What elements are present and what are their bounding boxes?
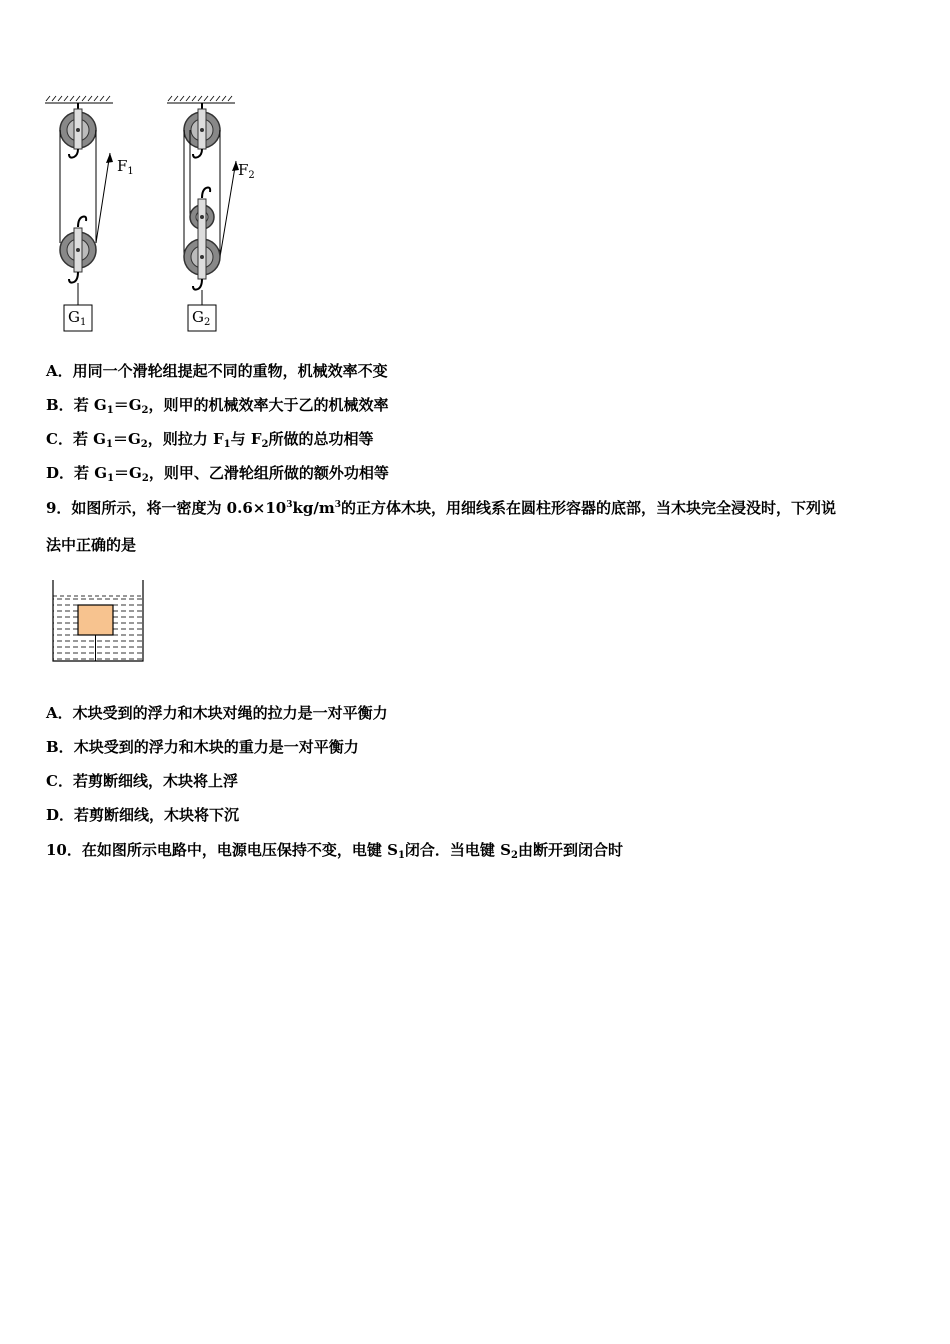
q8-option-c: C．若 $G_1=G_2$，则拉力 $F_1$与 $F_2$所做的总功相等 (46, 430, 374, 450)
label-g2: $G_2$ (192, 308, 211, 328)
q8-option-b: B．若 $G_1=G_2$，则甲的机械效率大于乙的机械效率 (46, 396, 389, 416)
pulley-system-left (60, 103, 113, 331)
container-figure (48, 578, 148, 664)
q8-option-a: A．用同一个滑轮组提起不同的重物，机械效率不变 (46, 362, 388, 380)
q9-option-d: D．若剪断细线，木块将下沉 (46, 806, 240, 824)
label-f2: $F_2$ (238, 161, 255, 181)
q10-question: 10．在如图所示电路中，电源电压保持不变，电键 $S_1$闭合．当电键 $S_2$由断开到闭合时 (46, 841, 623, 861)
pulley-figure (40, 95, 270, 340)
q9-question-line1: 9．如图所示，将一密度为 $0.6\times 10^3kg/m^3$的正方体木块，用细线系在圆柱形容器的底部，当木块完全浸没时，下列说 (46, 499, 836, 517)
pulley-system-right (184, 103, 239, 331)
container-diagram-svg (48, 578, 148, 664)
q9-option-b: B．木块受到的浮力和木块的重力是一对平衡力 (46, 738, 359, 756)
pulley-diagram-svg (40, 95, 270, 340)
q9-question-line2: 法中正确的是 (46, 536, 137, 554)
label-f1: $F_1$ (117, 157, 134, 177)
label-g1: $G_1$ (68, 308, 87, 328)
q9-option-a: A．木块受到的浮力和木块对绳的拉力是一对平衡力 (46, 704, 388, 722)
q8-option-d: D．若 $G_1=G_2$，则甲、乙滑轮组所做的额外功相等 (46, 464, 389, 484)
q9-option-c: C．若剪断细线，木块将上浮 (46, 772, 238, 790)
